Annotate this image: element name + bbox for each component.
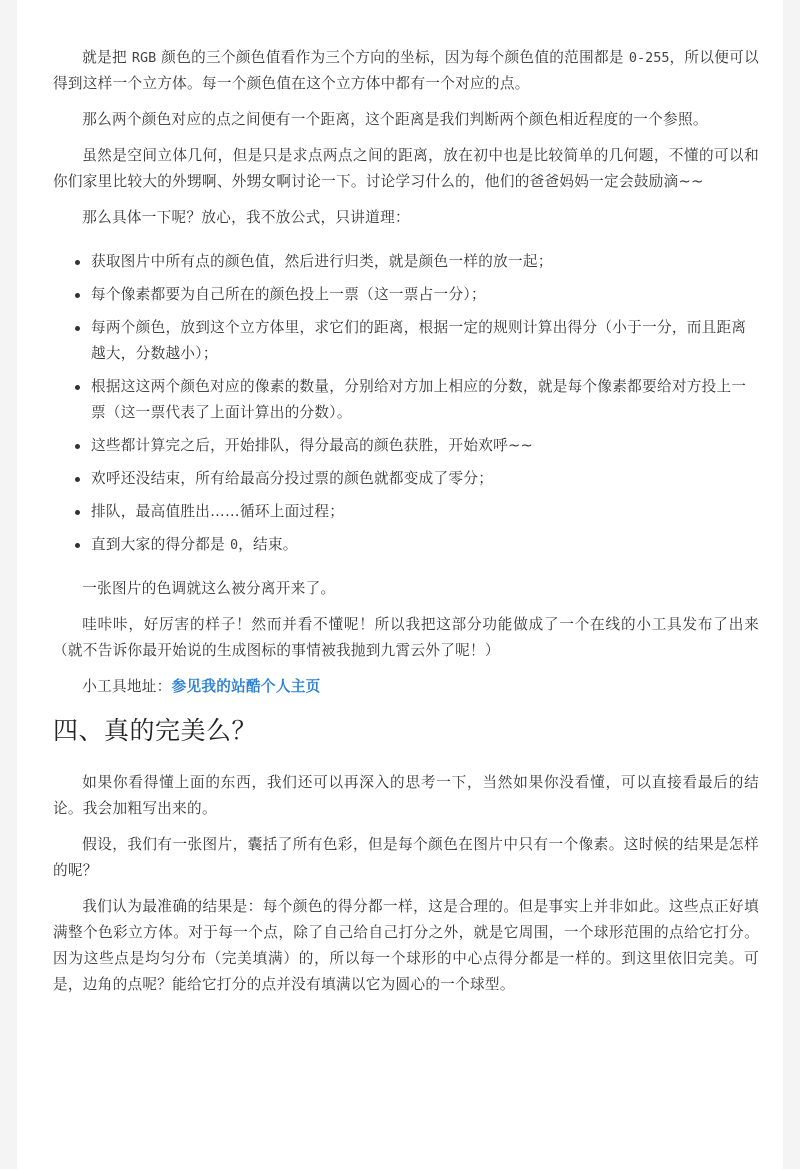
text-fragment: 就是把 [82,49,132,66]
inline-code-range: 0-255 [628,50,670,66]
zcool-profile-link[interactable]: 参见我的站酷个人主页 [171,678,321,695]
text-fragment: ，结束。 [238,536,298,553]
paragraph-tool-address [53,674,759,700]
paragraph-separated: 一张图片的色调就这么被分离开来了。 [82,580,336,597]
steps-list [53,249,759,558]
text-fragment: ，所以便可以得到这样一个立方体。每一个颜色值在这个立方体中都有一个对应的点。 [53,49,759,92]
inline-code-rgb: RGB [131,50,157,66]
list-item: 每两个颜色，放到这个立方体里，求它们的距离，根据一定的规则计算出得分（小于一分，而且距离越大，分数越小）； [91,315,759,367]
text-fragment: 颜色的三个颜色值看作为三个方向的坐标，因为每个颜色值的范围都是 [156,49,629,66]
list-item: 获取图片中所有点的颜色值，然后进行归类，就是颜色一样的放一起； [91,249,759,275]
paragraph-intro-steps: 那么具体一下呢？放心，我不放公式，只讲道理： [82,209,410,226]
section-heading: 四、真的完美么？ [53,716,258,745]
paragraph-edge-points: 我们认为最准确的结果是：每个颜色的得分都一样，这是合理的。但是事实上并非如此。这些点正好填满整个色彩立方体。对于每一个点，除了自己给自己打分之外，就是它周围，一个球形范围的点给它打分。因为这些点是均匀分布（完美填满）的，所以每一个球形的中心点得分都是一样的。到这里依旧完美。可是，边角的点呢？能给它打分的点并没有填满以它为圆心的一个球型。 [53,898,759,993]
article-body [53,45,759,1008]
text-fragment: 直到大家的得分都是 [91,536,230,553]
paragraph-rgb-cube [53,45,759,97]
list-item: 这些都计算完之后，开始排队，得分最高的颜色获胜，开始欢呼~~ [91,433,759,459]
list-item: 根据这这两个颜色对应的像素的数量，分别给对方加上相应的分数，就是每个像素都要给对方投上一票（这一票代表了上面计算出的分数）。 [91,374,759,426]
list-item: 每个像素都要为自己所在的颜色投上一票（这一票占一分）； [91,282,759,308]
list-item [91,532,759,558]
paragraph-deeper-thinking: 如果你看得懂上面的东西，我们还可以再深入的思考一下，当然如果你没看懂，可以直接看最后的结论。我会加粗写出来的。 [53,774,759,817]
paragraph-tool-release: 哇咔咔，好厉害的样子！然而并看不懂呢！所以我把这部分功能做成了一个在线的小工具发布了出来（就不告诉你最开始说的生成图标的事情被我抛到九霄云外了呢！） [53,616,759,659]
list-item: 欢呼还没结束，所有给最高分投过票的颜色就都变成了零分； [91,466,759,492]
tool-address-label: 小工具地址： [82,678,172,695]
article-page [17,0,783,1169]
paragraph-distance: 那么两个颜色对应的点之间便有一个距离，这个距离是我们判断两个颜色相近程度的一个参照。 [82,111,708,128]
paragraph-geometry: 虽然是空间立体几何，但是只是求点两点之间的距离，放在初中也是比较简单的几何题，不懂的可以和你们家里比较大的外甥啊、外甥女啊讨论一下。讨论学习什么的，他们的爸爸妈妈一定会鼓励滴~~ [53,147,759,190]
paragraph-hypothesis: 假设，我们有一张图片，囊括了所有色彩，但是每个颜色在图片中只有一个像素。这时候的结果是怎样的呢？ [53,836,759,879]
list-item: 排队，最高值胜出……循环上面过程； [91,499,759,525]
inline-code-zero: 0 [229,537,239,553]
